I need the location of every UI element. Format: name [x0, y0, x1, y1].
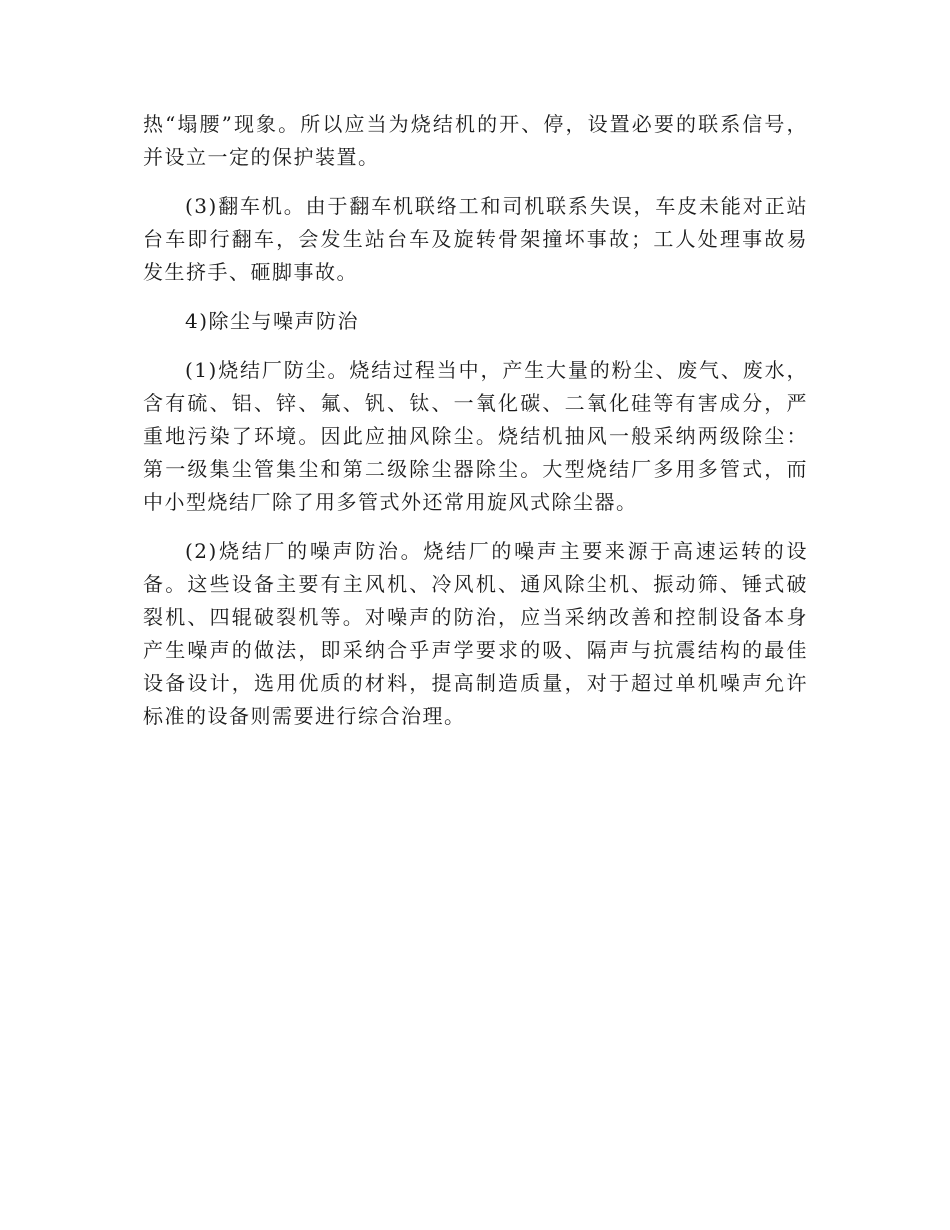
paragraph-continuation: 热“塌腰”现象。所以应当为烧结机的开、停，设置必要的联系信号，并设立一定的保护装置。	[143, 112, 808, 169]
document-body	[143, 108, 808, 749]
paragraph-car-dumper: (3)翻车机。由于翻车机联络工和司机联系失误，车皮未能对正站台车即行翻车，会发生站台车及旋转骨架撞坏事故；工人处理事故易发生挤手、砸脚事故。	[143, 194, 808, 284]
paragraph-dust-prevention: (1)烧结厂防尘。烧结过程当中，产生大量的粉尘、废气、废水，含有硫、铝、锌、氟、钒、钛、一氧化碳、二氧化硅等有害成分，严重地污染了环境。因此应抽风除尘。烧结机抽风一般采纳两级除尘：第一级集尘管集尘和第二级除尘器除尘。大型烧结厂多用多管式，而中小型烧结厂除了用多管式外还常用旋风式除尘器。	[143, 358, 808, 514]
paragraph-noise-prevention: (2)烧结厂的噪声防治。烧结厂的噪声主要来源于高速运转的设备。这些设备主要有主风机、冷风机、通风除尘机、振动筛、锤式破裂机、四辊破裂机等。对噪声的防治，应当采纳改善和控制设备本身产生噪声的做法，即采纳合乎声学要求的吸、隔声与抗震结构的最佳设备设计，选用优质的材料，提高制造质量，对于超过单机噪声允许标准的设备则需要进行综合治理。	[143, 539, 808, 728]
section-heading-dust-noise: 4)除尘与噪声防治	[185, 309, 360, 333]
